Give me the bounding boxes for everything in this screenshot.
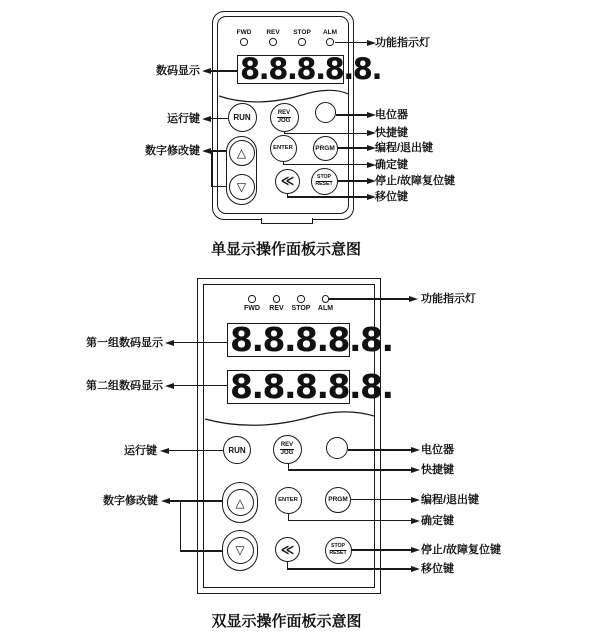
callout-shift-key: 移位键 (421, 563, 454, 575)
up-arrow-icon: △ (236, 146, 247, 160)
stop-reset-button-top-label: STOP (330, 542, 346, 549)
callout-shift-key: 移位键 (375, 191, 408, 204)
single-panel-caption: 单显示操作面板示意图 (211, 241, 362, 258)
callout-line (337, 180, 368, 181)
callout-line (211, 150, 212, 186)
prgm-button-label: PRGM (315, 144, 335, 152)
callout-line (351, 499, 412, 500)
indicator-stop-led (297, 295, 305, 303)
panel-base-tab (261, 218, 313, 224)
shift-button (275, 537, 300, 562)
down-arrow-button (227, 537, 254, 564)
arrowhead (411, 518, 420, 524)
indicator-stop-label: STOP (291, 304, 311, 312)
down-arrow-button (229, 174, 255, 200)
run-button-label: RUN (228, 445, 246, 455)
digital-display-group1 (227, 319, 393, 359)
indicator-stop-led (298, 38, 306, 46)
prgm-button (325, 487, 351, 513)
run-button (228, 103, 257, 132)
stop-reset-button (311, 168, 338, 195)
up-arrow-button (229, 140, 255, 166)
stop-reset-button-top-label: STOP (316, 173, 332, 180)
indicator-stop (288, 29, 316, 46)
indicator-rev-led (273, 295, 281, 303)
rev-jog-button-bottom-label: JOG (277, 118, 291, 124)
indicator-fwd-led (248, 295, 256, 303)
up-arrow-icon: △ (235, 495, 245, 510)
indicator-alm-label: ALM (317, 304, 334, 312)
rev-jog-button-top-label: REV (277, 110, 291, 117)
indicator-rev (259, 29, 287, 46)
digital-display-value: 8.8.8.8.8. (240, 52, 381, 87)
prgm-button-label: PRGM (328, 496, 348, 503)
indicator-fwd-label: FWD (244, 304, 260, 312)
rev-jog-button (273, 435, 302, 464)
double-chevron-icon: ≪ (280, 541, 294, 557)
indicator-fwd-label: FWD (236, 29, 252, 36)
callout-line (180, 550, 222, 551)
callout-line (287, 196, 368, 197)
callout-line (167, 450, 223, 451)
down-arrow-icon: ▽ (235, 543, 245, 557)
callout-line (180, 500, 181, 551)
digital-display-group2-value: 8.8.8.8.8. (230, 366, 393, 406)
callout-program-exit-key: 编程/退出键 (421, 493, 480, 506)
indicator-rev-label: REV (266, 29, 280, 36)
callout-potentiometer: 电位器 (375, 109, 408, 121)
run-button (223, 436, 251, 464)
digital-display-group2 (227, 366, 393, 406)
potentiometer-knob (315, 102, 336, 123)
indicator-alm-led (326, 38, 334, 46)
run-button-label: RUN (233, 112, 251, 122)
arrowhead (411, 447, 420, 453)
callout-potentiometer: 电位器 (421, 444, 454, 456)
shift-button (275, 169, 300, 194)
arrowhead (409, 296, 418, 302)
callout-line (288, 520, 412, 521)
callout-line (209, 70, 237, 71)
callout-digit-modify-keys: 数字修改键 (103, 495, 158, 507)
callout-function-indicators: 功能指示灯 (421, 293, 476, 305)
enter-button (275, 487, 302, 514)
callout-display-group1: 第一组数码显示 (86, 336, 163, 349)
prgm-button (313, 136, 338, 161)
panel-wave-line (204, 407, 375, 427)
callout-line (172, 385, 227, 386)
stop-reset-button-bottom-label: RESET (329, 549, 347, 556)
callout-digital-display: 数码显示 (156, 65, 200, 77)
panel-wave-line (218, 86, 349, 104)
indicator-fwd-led (240, 38, 248, 46)
arrowhead (411, 497, 420, 503)
indicator-rev-label: REV (269, 304, 284, 312)
callout-line (168, 500, 222, 501)
callout-confirm-key: 确定键 (421, 514, 454, 527)
callout-line (288, 469, 412, 470)
enter-button (270, 135, 297, 162)
callout-line (287, 568, 412, 569)
stop-reset-button-bottom-label: RESET (315, 180, 333, 187)
rev-jog-button-bottom-label: JOG (280, 449, 294, 456)
callout-digit-modify-keys: 数字修改键 (145, 145, 200, 157)
callout-line (329, 298, 410, 299)
arrowhead (411, 467, 420, 473)
arrowhead (411, 566, 420, 572)
callout-line (284, 133, 368, 134)
stop-reset-button (325, 537, 352, 564)
indicator-stop-label: STOP (293, 29, 311, 36)
callout-shortcut-key: 快捷键 (375, 127, 408, 140)
callout-run-key: 运行键 (167, 112, 200, 125)
callout-run-key: 运行键 (124, 444, 157, 457)
enter-button-label: ENTER (278, 497, 298, 503)
indicator-fwd (230, 29, 258, 46)
callout-line (172, 342, 227, 343)
callout-line (335, 42, 368, 43)
double-chevron-icon: ≪ (280, 173, 294, 188)
callout-line (348, 449, 412, 450)
callout-line (351, 549, 412, 550)
dual-panel-caption: 双显示操作面板示意图 (211, 613, 362, 630)
potentiometer-knob (326, 437, 348, 459)
arrowhead (411, 547, 420, 553)
callout-function-indicators: 功能指示灯 (375, 36, 430, 49)
rev-jog-button-top-label: REV (280, 441, 294, 448)
enter-button-label: ENTER (273, 145, 293, 151)
callout-program-exit-key: 编程/退出键 (375, 142, 434, 154)
callout-display-group2: 第二组数码显示 (86, 379, 163, 392)
callout-shortcut-key: 快捷键 (421, 464, 454, 476)
callout-line (209, 118, 228, 119)
rev-jog-button (270, 103, 299, 132)
callout-line (283, 164, 368, 165)
indicator-rev-led (269, 38, 277, 46)
up-arrow-button (227, 489, 254, 516)
callout-confirm-key: 确定键 (375, 158, 408, 171)
digital-display-group1-value: 8.8.8.8.8. (230, 319, 393, 359)
callout-stop-fault-reset-key: 停止/故障复位键 (421, 544, 502, 556)
indicator-alm-label: ALM (322, 29, 338, 36)
callout-line (336, 114, 368, 115)
callout-line (337, 147, 368, 148)
callout-stop-fault-reset-key: 停止/故障复位键 (375, 175, 456, 187)
digital-display (237, 52, 381, 87)
down-arrow-icon: ▽ (236, 179, 247, 194)
